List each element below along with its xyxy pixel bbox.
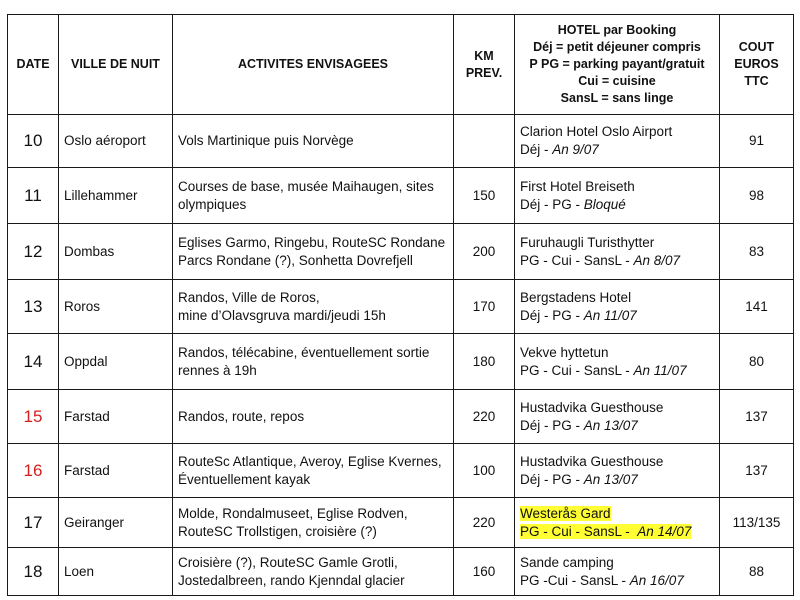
cell-date: 18 xyxy=(8,548,59,596)
hotel-name: Vekve hyttetun xyxy=(520,344,609,360)
cell-km: 100 xyxy=(454,444,515,498)
hotel-name: Clarion Hotel Oslo Airport xyxy=(520,124,673,139)
itinerary-table xyxy=(7,14,794,596)
header-hotel-line: Cui = cuisine xyxy=(578,74,656,88)
booking-note: An 9/07 xyxy=(552,142,599,157)
cell-cost: 83 xyxy=(720,224,794,280)
cell-activities: RouteSc Atlantique, Averoy, Eglise Kvernes, Éventuellement kayak xyxy=(173,444,454,498)
hotel-info: Déj - PG - xyxy=(520,307,584,323)
hotel-info: Déj - PG - xyxy=(520,471,584,487)
cell-hotel xyxy=(515,115,720,168)
cell-activities: Courses de base, musée Maihaugen, sites olympiques xyxy=(173,168,454,224)
cell-hotel xyxy=(515,390,720,444)
itinerary-rows xyxy=(8,115,794,596)
cell-hotel xyxy=(515,548,720,596)
cell-km: 200 xyxy=(454,224,515,280)
cell-date: 16 xyxy=(8,444,59,498)
cell-hotel xyxy=(515,498,720,548)
cell-cost: 141 xyxy=(720,280,794,334)
cell-cost: 98 xyxy=(720,168,794,224)
cell-km xyxy=(454,115,515,168)
hotel-name: Hustadvika Guesthouse xyxy=(520,399,664,415)
cell-cost: 113/135 xyxy=(720,498,794,548)
cell-km: 170 xyxy=(454,280,515,334)
header-date: DATE xyxy=(8,15,59,115)
hotel-name: Furuhaugli Turisthytter xyxy=(520,234,655,250)
header-hotel xyxy=(515,15,720,115)
cell-cost: 88 xyxy=(720,548,794,596)
header-hotel-line: P PG = parking payant/gratuit xyxy=(529,57,705,71)
header-km-line1: KM xyxy=(474,48,494,63)
header-city: VILLE DE NUIT xyxy=(59,15,173,115)
hotel-info: Déj - PG - xyxy=(520,196,584,212)
cell-hotel xyxy=(515,168,720,224)
booking-note: An 13/07 xyxy=(583,471,638,487)
cell-cost: 137 xyxy=(720,390,794,444)
table-row xyxy=(8,115,794,168)
cell-hotel xyxy=(515,334,720,390)
cell-hotel xyxy=(515,224,720,280)
booking-note: An 14/07 xyxy=(637,523,692,539)
table-row xyxy=(8,498,794,548)
header-cost-line: EUROS xyxy=(734,57,779,71)
cell-activities: Eglises Garmo, Ringebu, RouteSC Rondane Parcs Rondane (?), Sonhetta Dovrefjell xyxy=(173,224,454,280)
hotel-name: Bergstadens Hotel xyxy=(520,289,632,305)
cell-activities: Vols Martinique puis Norvège xyxy=(173,115,454,168)
table-row xyxy=(8,168,794,224)
cell-activities: Randos, télécabine, éventuellement sortie rennes à 19h xyxy=(173,334,454,390)
cell-city: Oslo aéroport xyxy=(59,115,173,168)
hotel-info: PG - Cui - SansL - xyxy=(520,362,634,378)
header-cost-line: TTC xyxy=(744,74,769,88)
booking-note: An 11/07 xyxy=(583,307,637,323)
cell-date: 14 xyxy=(8,334,59,390)
hotel-info: Déj - PG - xyxy=(520,417,584,433)
hotel-info: Déj - xyxy=(520,142,553,157)
cell-date: 12 xyxy=(8,224,59,280)
cell-city: Oppdal xyxy=(59,334,173,390)
header-km-line2: PREV. xyxy=(465,65,503,80)
hotel-info: PG - Cui - SansL - xyxy=(520,252,634,268)
hotel-name: Westerås Gard xyxy=(520,505,611,521)
hotel-name: First Hotel Breiseth xyxy=(520,178,635,194)
hotel-name: Hustadvika Guesthouse xyxy=(520,453,664,469)
table-row xyxy=(8,390,794,444)
header-cost xyxy=(720,15,794,115)
cell-city: Roros xyxy=(59,280,173,334)
cell-city: Loen xyxy=(59,548,173,596)
header-activities: ACTIVITES ENVISAGEES xyxy=(173,15,454,115)
header-hotel-line: SansL = sans linge xyxy=(560,91,674,105)
booking-note: An 11/07 xyxy=(633,362,687,378)
cell-date: 15 xyxy=(8,390,59,444)
cell-hotel xyxy=(515,444,720,498)
header-hotel-line: HOTEL par Booking xyxy=(557,23,677,37)
table-row xyxy=(8,548,794,596)
cell-date: 11 xyxy=(8,168,59,224)
table-row xyxy=(8,224,794,280)
cell-city: Farstad xyxy=(59,390,173,444)
cell-date: 17 xyxy=(8,498,59,548)
cell-city: Dombas xyxy=(59,224,173,280)
cell-city: Farstad xyxy=(59,444,173,498)
hotel-info: PG -Cui - SansL - xyxy=(520,572,630,588)
header-hotel-line: Déj = petit déjeuner compris xyxy=(533,40,701,54)
cell-cost: 80 xyxy=(720,334,794,390)
cell-km: 150 xyxy=(454,168,515,224)
cell-hotel xyxy=(515,280,720,334)
hotel-name: Sande camping xyxy=(520,554,614,570)
cell-km: 220 xyxy=(454,390,515,444)
cell-date: 13 xyxy=(8,280,59,334)
cell-city: Lillehammer xyxy=(59,168,173,224)
cell-km: 160 xyxy=(454,548,515,596)
booking-note: An 8/07 xyxy=(633,252,681,268)
table-row xyxy=(8,444,794,498)
cell-cost: 91 xyxy=(720,115,794,168)
cell-activities: Randos, route, repos xyxy=(173,390,454,444)
hotel-info: PG - Cui - SansL - xyxy=(520,523,638,539)
cell-cost: 137 xyxy=(720,444,794,498)
header-km xyxy=(454,15,515,115)
cell-km: 220 xyxy=(454,498,515,548)
header-cost-line: COUT xyxy=(738,40,775,54)
header-row xyxy=(8,15,794,115)
cell-date: 10 xyxy=(8,115,59,168)
booking-note: An 13/07 xyxy=(583,417,638,433)
cell-activities: Molde, Rondalmuseet, Eglise Rodven, RouteSC Trollstigen, croisière (?) xyxy=(173,498,454,548)
cell-city: Geiranger xyxy=(59,498,173,548)
table-row xyxy=(8,280,794,334)
table-row xyxy=(8,334,794,390)
booking-note: Bloqué xyxy=(583,196,626,212)
booking-note: An 16/07 xyxy=(629,572,684,588)
cell-km: 180 xyxy=(454,334,515,390)
cell-activities: Randos, Ville de Roros, mine d’Olavsgruva mardi/jeudi 15h xyxy=(173,280,454,334)
cell-activities: Croisière (?), RouteSC Gamle Grotli, Jostedalbreen, rando Kjenndal glacier xyxy=(173,548,454,596)
